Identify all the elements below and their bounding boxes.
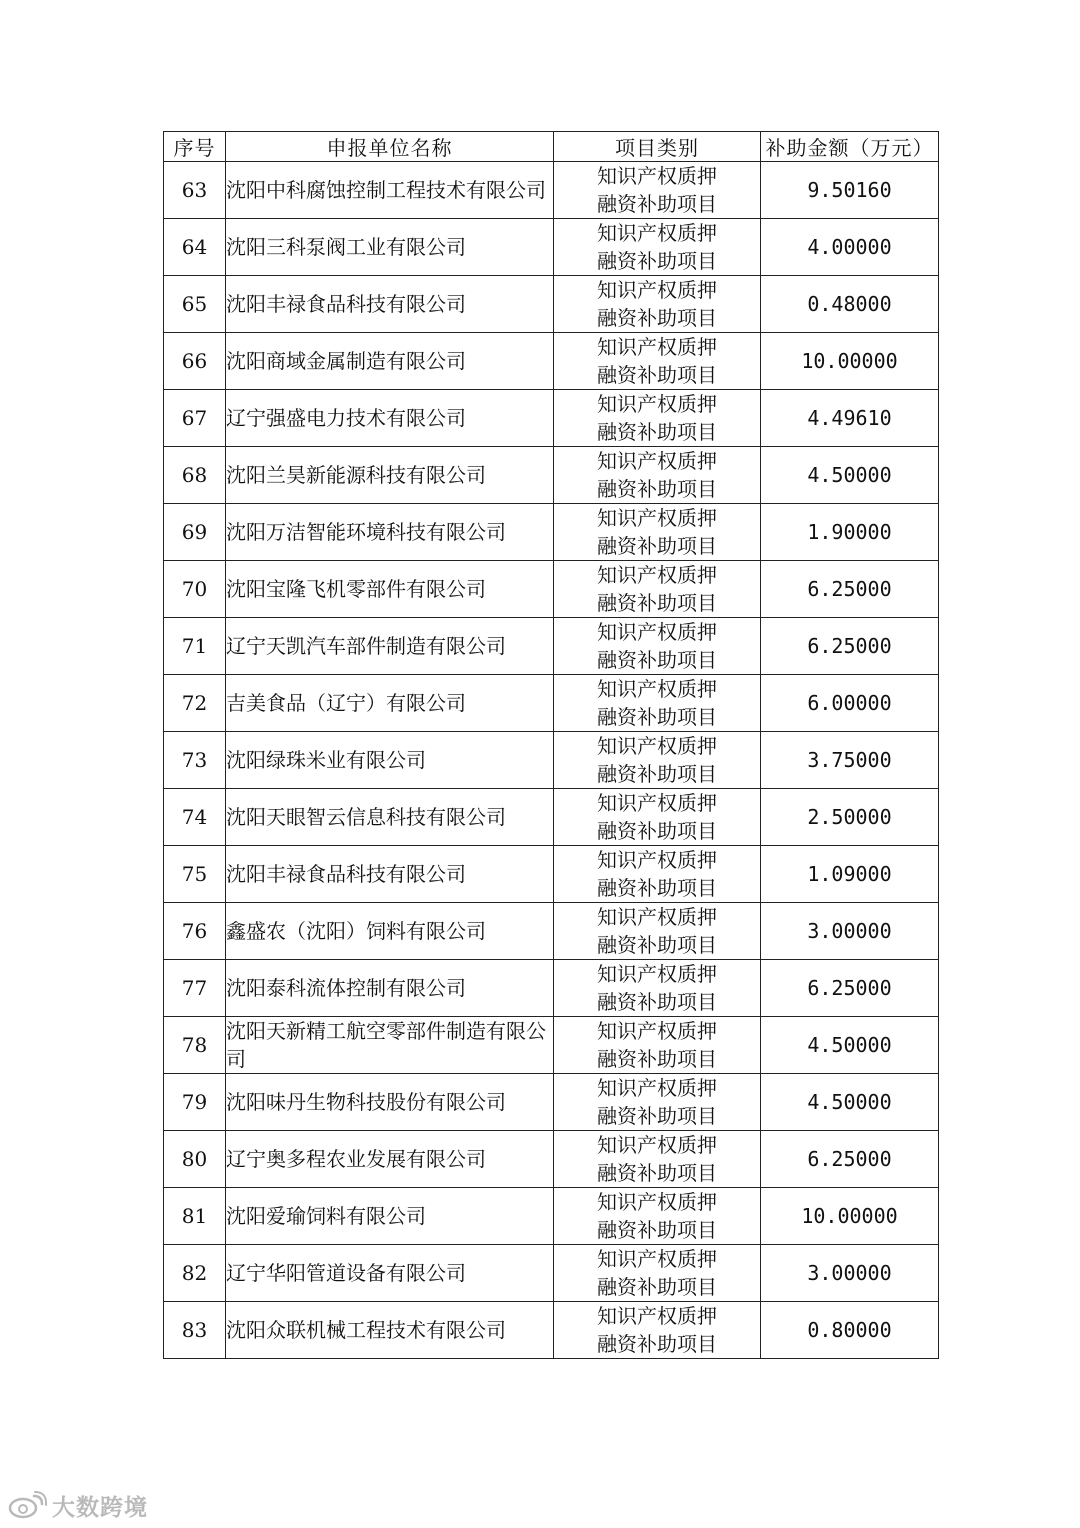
row-number: 70	[164, 561, 226, 618]
table-row	[164, 618, 939, 675]
subsidy-amount: 4.50000	[761, 447, 939, 504]
table-body	[164, 162, 939, 1359]
header-row	[164, 132, 939, 162]
company-name: 沈阳万洁智能环境科技有限公司	[226, 504, 554, 561]
row-number: 76	[164, 903, 226, 960]
row-number: 81	[164, 1188, 226, 1245]
subsidy-amount: 3.75000	[761, 732, 939, 789]
company-name: 沈阳味丹生物科技股份有限公司	[226, 1074, 554, 1131]
project-category: 知识产权质押 融资补助项目	[554, 1245, 761, 1302]
company-name: 沈阳丰禄食品科技有限公司	[226, 276, 554, 333]
row-number: 79	[164, 1074, 226, 1131]
company-name: 沈阳众联机械工程技术有限公司	[226, 1302, 554, 1359]
subsidy-table	[163, 131, 939, 1359]
company-name: 沈阳泰科流体控制有限公司	[226, 960, 554, 1017]
row-number: 66	[164, 333, 226, 390]
subsidy-amount: 3.00000	[761, 1245, 939, 1302]
company-name: 沈阳宝隆飞机零部件有限公司	[226, 561, 554, 618]
subsidy-amount: 10.00000	[761, 333, 939, 390]
table-header	[164, 132, 939, 162]
project-category: 知识产权质押 融资补助项目	[554, 1131, 761, 1188]
watermark-text: 大数跨境	[52, 1494, 148, 1521]
table-row	[164, 1017, 939, 1074]
table-row	[164, 1245, 939, 1302]
table-row	[164, 219, 939, 276]
header-no: 序号	[164, 132, 226, 162]
project-category: 知识产权质押 融资补助项目	[554, 1188, 761, 1245]
company-name: 辽宁华阳管道设备有限公司	[226, 1245, 554, 1302]
company-name: 沈阳天新精工航空零部件制造有限公司	[226, 1017, 554, 1074]
project-category: 知识产权质押 融资补助项目	[554, 162, 761, 219]
project-category: 知识产权质押 融资补助项目	[554, 846, 761, 903]
row-number: 69	[164, 504, 226, 561]
row-number: 64	[164, 219, 226, 276]
row-number: 83	[164, 1302, 226, 1359]
table-row	[164, 903, 939, 960]
company-name: 沈阳丰禄食品科技有限公司	[226, 846, 554, 903]
subsidy-amount: 4.50000	[761, 1074, 939, 1131]
row-number: 74	[164, 789, 226, 846]
project-category: 知识产权质押 融资补助项目	[554, 1074, 761, 1131]
table-row	[164, 504, 939, 561]
company-name: 沈阳商域金属制造有限公司	[226, 333, 554, 390]
company-name: 沈阳三科泵阀工业有限公司	[226, 219, 554, 276]
company-name: 沈阳天眼智云信息科技有限公司	[226, 789, 554, 846]
project-category: 知识产权质押 融资补助项目	[554, 903, 761, 960]
row-number: 65	[164, 276, 226, 333]
table-row	[164, 846, 939, 903]
project-category: 知识产权质押 融资补助项目	[554, 789, 761, 846]
table-row	[164, 675, 939, 732]
table-row	[164, 1131, 939, 1188]
subsidy-amount: 1.90000	[761, 504, 939, 561]
subsidy-amount: 4.00000	[761, 219, 939, 276]
subsidy-amount: 6.25000	[761, 960, 939, 1017]
weibo-logo-icon	[8, 1490, 48, 1520]
table-row	[164, 561, 939, 618]
table-row	[164, 390, 939, 447]
project-category: 知识产权质押 融资补助项目	[554, 390, 761, 447]
subsidy-amount: 6.00000	[761, 675, 939, 732]
company-name: 鑫盛农（沈阳）饲料有限公司	[226, 903, 554, 960]
subsidy-amount: 0.48000	[761, 276, 939, 333]
subsidy-amount: 9.50160	[761, 162, 939, 219]
company-name: 辽宁强盛电力技术有限公司	[226, 390, 554, 447]
subsidy-amount: 6.25000	[761, 561, 939, 618]
row-number: 78	[164, 1017, 226, 1074]
watermark	[8, 1488, 148, 1522]
company-name: 辽宁天凯汽车部件制造有限公司	[226, 618, 554, 675]
subsidy-amount: 6.25000	[761, 618, 939, 675]
project-category: 知识产权质押 融资补助项目	[554, 219, 761, 276]
table-row	[164, 1302, 939, 1359]
company-name: 沈阳爱瑜饲料有限公司	[226, 1188, 554, 1245]
header-category: 项目类别	[554, 132, 761, 162]
table-row	[164, 960, 939, 1017]
row-number: 75	[164, 846, 226, 903]
subsidy-amount: 6.25000	[761, 1131, 939, 1188]
row-number: 63	[164, 162, 226, 219]
project-category: 知识产权质押 融资补助项目	[554, 960, 761, 1017]
project-category: 知识产权质押 融资补助项目	[554, 1017, 761, 1074]
row-number: 67	[164, 390, 226, 447]
row-number: 73	[164, 732, 226, 789]
project-category: 知识产权质押 融资补助项目	[554, 333, 761, 390]
project-category: 知识产权质押 融资补助项目	[554, 561, 761, 618]
company-name: 吉美食品（辽宁）有限公司	[226, 675, 554, 732]
row-number: 71	[164, 618, 226, 675]
company-name: 沈阳绿珠米业有限公司	[226, 732, 554, 789]
subsidy-amount: 2.50000	[761, 789, 939, 846]
company-name: 沈阳兰昊新能源科技有限公司	[226, 447, 554, 504]
company-name: 沈阳中科腐蚀控制工程技术有限公司	[226, 162, 554, 219]
subsidy-amount: 4.50000	[761, 1017, 939, 1074]
project-category: 知识产权质押 融资补助项目	[554, 732, 761, 789]
table-row	[164, 789, 939, 846]
project-category: 知识产权质押 融资补助项目	[554, 276, 761, 333]
project-category: 知识产权质押 融资补助项目	[554, 618, 761, 675]
table-row	[164, 1188, 939, 1245]
subsidy-amount: 1.09000	[761, 846, 939, 903]
subsidy-amount: 0.80000	[761, 1302, 939, 1359]
table-row	[164, 732, 939, 789]
table-row	[164, 162, 939, 219]
project-category: 知识产权质押 融资补助项目	[554, 675, 761, 732]
table-row	[164, 276, 939, 333]
header-name: 申报单位名称	[226, 132, 554, 162]
row-number: 72	[164, 675, 226, 732]
project-category: 知识产权质押 融资补助项目	[554, 504, 761, 561]
company-name: 辽宁奥多程农业发展有限公司	[226, 1131, 554, 1188]
subsidy-amount: 3.00000	[761, 903, 939, 960]
row-number: 82	[164, 1245, 226, 1302]
subsidy-amount: 10.00000	[761, 1188, 939, 1245]
project-category: 知识产权质押 融资补助项目	[554, 447, 761, 504]
header-amount: 补助金额（万元）	[761, 132, 939, 162]
table-row	[164, 447, 939, 504]
subsidy-amount: 4.49610	[761, 390, 939, 447]
row-number: 80	[164, 1131, 226, 1188]
row-number: 77	[164, 960, 226, 1017]
project-category: 知识产权质押 融资补助项目	[554, 1302, 761, 1359]
table-row	[164, 333, 939, 390]
table-row	[164, 1074, 939, 1131]
row-number: 68	[164, 447, 226, 504]
